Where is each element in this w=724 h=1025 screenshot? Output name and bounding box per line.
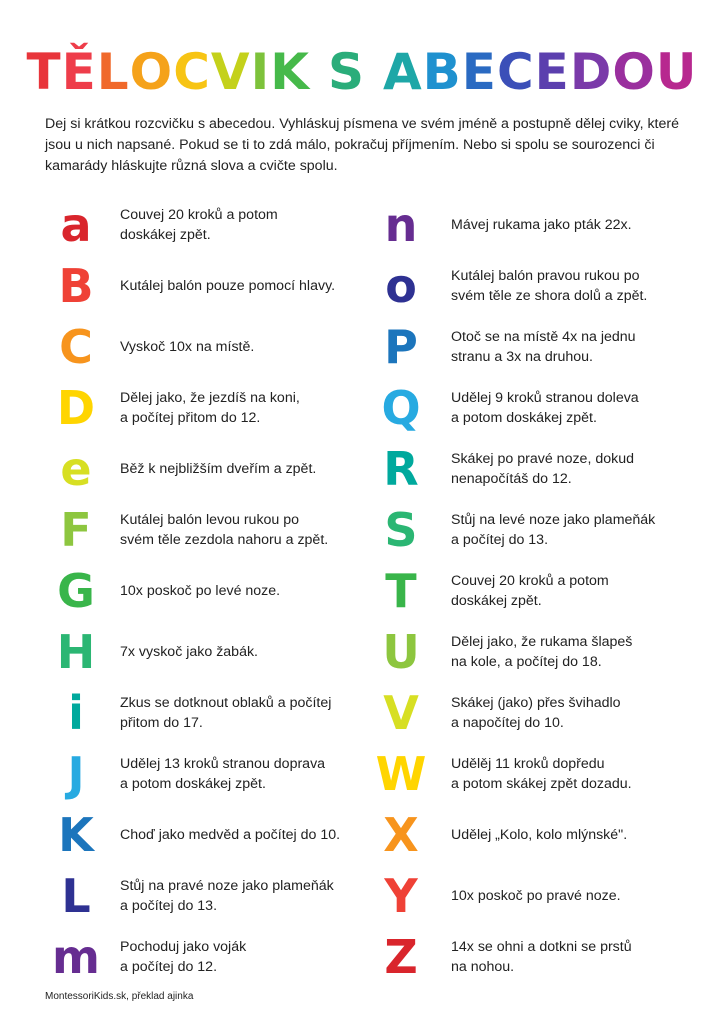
- alphabet-letter: i: [68, 686, 84, 740]
- exercise-item-w: [373, 743, 703, 804]
- exercise-item-j: [48, 743, 368, 804]
- title-letter: O: [612, 43, 656, 101]
- title-letter: A: [382, 43, 423, 101]
- alphabet-letter: L: [61, 869, 91, 923]
- title-letter: S: [327, 43, 365, 101]
- exercise-text: Choď jako medvěd a počítej do 10.: [120, 827, 341, 843]
- exercise-item-q: [373, 377, 703, 438]
- title-letter: U: [655, 43, 698, 101]
- title-letter: T: [26, 43, 62, 101]
- alphabet-letter: a: [60, 198, 92, 252]
- exercise-item-t: [373, 560, 703, 621]
- exercise-text: Vyskoč 10x na místě.: [120, 339, 255, 355]
- footer-credit: MontessoriKids.sk, překlad ajinka: [45, 991, 194, 1002]
- title-letter: E: [461, 43, 497, 101]
- exercise-item-v: [373, 682, 703, 743]
- exercise-item-c: [48, 316, 368, 377]
- title-letter: K: [270, 43, 310, 101]
- exercise-item-p: [373, 316, 703, 377]
- alphabet-letter: U: [382, 625, 420, 679]
- exercise-item-n: [373, 194, 703, 255]
- exercise-text: 10x poskoč po levé noze.: [120, 583, 281, 599]
- exercise-text: Kutálej balón pouze pomocí hlavy.: [120, 278, 336, 294]
- exercise-item-k: [48, 804, 368, 865]
- title-letter: B: [422, 43, 462, 101]
- exercise-text: Mávej rukama jako pták 22x.: [451, 217, 632, 233]
- title-letter: Ě: [61, 43, 97, 101]
- exercise-item-l: [48, 865, 368, 926]
- alphabet-letter: m: [52, 930, 100, 984]
- exercise-text: 10x poskoč po pravé noze.: [451, 888, 621, 904]
- exercise-text: Dělej jako, že jezdíš na koni, a počítej přitom do 12.: [120, 390, 300, 426]
- alphabet-letter: Z: [384, 930, 418, 984]
- exercise-text: Dělej jako, že rukama šlapeš na kole, a počítej do 18.: [451, 634, 633, 670]
- exercise-item-f: [48, 499, 368, 560]
- exercise-item-g: [48, 560, 368, 621]
- alphabet-letter: T: [385, 564, 417, 618]
- alphabet-letter: R: [383, 442, 419, 496]
- alphabet-letter: C: [59, 320, 93, 374]
- exercise-text: Stůj na levé noze jako plameňák a počítej do 13.: [451, 512, 656, 548]
- alphabet-letter: D: [56, 381, 96, 435]
- alphabet-letter: B: [58, 259, 94, 313]
- alphabet-letter: P: [384, 320, 418, 374]
- exercise-text: Udělej 13 kroků stranou doprava a potom doskákej zpět.: [120, 756, 326, 792]
- exercise-item-o: [373, 255, 703, 316]
- intro-paragraph: Dej si krátkou rozcvičku s abecedou. Vyhláskuj písmena ve svém jméně a postupně dělej cviky, které jsou u nich napsané. Pokud se ti to zdá málo, pokračuj příjmením. Nebo si spolu se sourozenci či kamarády hláskujte různá slova a cvičte spolu.: [45, 116, 680, 174]
- exercise-text: Udělěj 11 kroků dopředu a potom skákej zpět dozadu.: [451, 756, 632, 792]
- alphabet-letter: J: [67, 747, 85, 801]
- exercise-item-b: [48, 255, 368, 316]
- exercise-text: 14x se ohni a dotkni se prstů na nohou.: [451, 939, 632, 975]
- exercise-text: Pochoduj jako voják a počítej do 12.: [120, 939, 247, 975]
- title-letter: C: [496, 43, 535, 101]
- exercise-item-s: [373, 499, 703, 560]
- exercise-text: Stůj na pravé noze jako plameňák a počítej do 13.: [120, 878, 334, 914]
- alphabet-letter: K: [58, 808, 94, 862]
- exercise-text: Couvej 20 kroků a potom doskákej zpět.: [451, 573, 609, 609]
- exercise-item-m: [48, 926, 368, 987]
- exercise-text: Zkus se dotknout oblaků a počítej přitom do 17.: [120, 695, 332, 731]
- exercise-text: Couvej 20 kroků a potom doskákej zpět.: [120, 207, 278, 243]
- title-letter: L: [96, 43, 130, 101]
- alphabet-letter: H: [56, 625, 96, 679]
- alphabet-letter: F: [60, 503, 92, 557]
- alphabet-letter: W: [375, 747, 427, 801]
- title-letter: V: [210, 43, 251, 101]
- exercise-text: Skákej po pravé noze, dokud nenapočítáš do 12.: [451, 451, 634, 487]
- exercise-text: 7x vyskoč jako žabák.: [120, 644, 258, 660]
- alphabet-letter: Q: [381, 381, 421, 435]
- exercise-item-a: [48, 194, 368, 255]
- alphabet-letter: G: [57, 564, 95, 618]
- alphabet-letter: n: [384, 198, 418, 252]
- exercise-text: Udělej „Kolo, kolo mlýnské".: [451, 827, 628, 843]
- exercise-item-e: [48, 438, 368, 499]
- exercise-text: Běž k nejbližším dveřím a zpět.: [120, 461, 317, 477]
- exercise-item-h: [48, 621, 368, 682]
- alphabet-letter: S: [384, 503, 418, 557]
- title-letter: C: [173, 43, 211, 101]
- page-title: [0, 40, 724, 104]
- alphabet-letter: X: [383, 808, 419, 862]
- title-letter: E: [534, 43, 570, 101]
- exercise-item-y: [373, 865, 703, 926]
- alphabet-letter: e: [60, 442, 92, 496]
- exercise-item-i: [48, 682, 368, 743]
- exercise-item-r: [373, 438, 703, 499]
- exercise-text: Otoč se na místě 4x na jednu stranu a 3x na druhou.: [451, 329, 636, 365]
- exercise-text: Kutálej balón pravou rukou po svém těle ze shora dolů a zpět.: [451, 268, 648, 304]
- alphabet-letter: V: [383, 686, 419, 740]
- exercise-item-z: [373, 926, 703, 987]
- alphabet-letter: Y: [384, 869, 418, 923]
- exercise-text: Skákej (jako) přes švihadlo a napočítej do 10.: [451, 695, 621, 731]
- exercise-item-x: [373, 804, 703, 865]
- title-letter: O: [129, 43, 174, 101]
- title-letter: I: [250, 43, 271, 101]
- exercise-list-left: [48, 194, 368, 987]
- title-letter: D: [569, 43, 613, 101]
- exercise-text: Kutálej balón levou rukou po svém těle zezdola nahoru a zpět.: [120, 512, 329, 548]
- exercise-list-right: [373, 194, 703, 987]
- exercise-text: Udělej 9 kroků stranou doleva a potom doskákej zpět.: [451, 390, 639, 426]
- exercise-item-u: [373, 621, 703, 682]
- alphabet-letter: o: [385, 259, 417, 313]
- exercise-item-d: [48, 377, 368, 438]
